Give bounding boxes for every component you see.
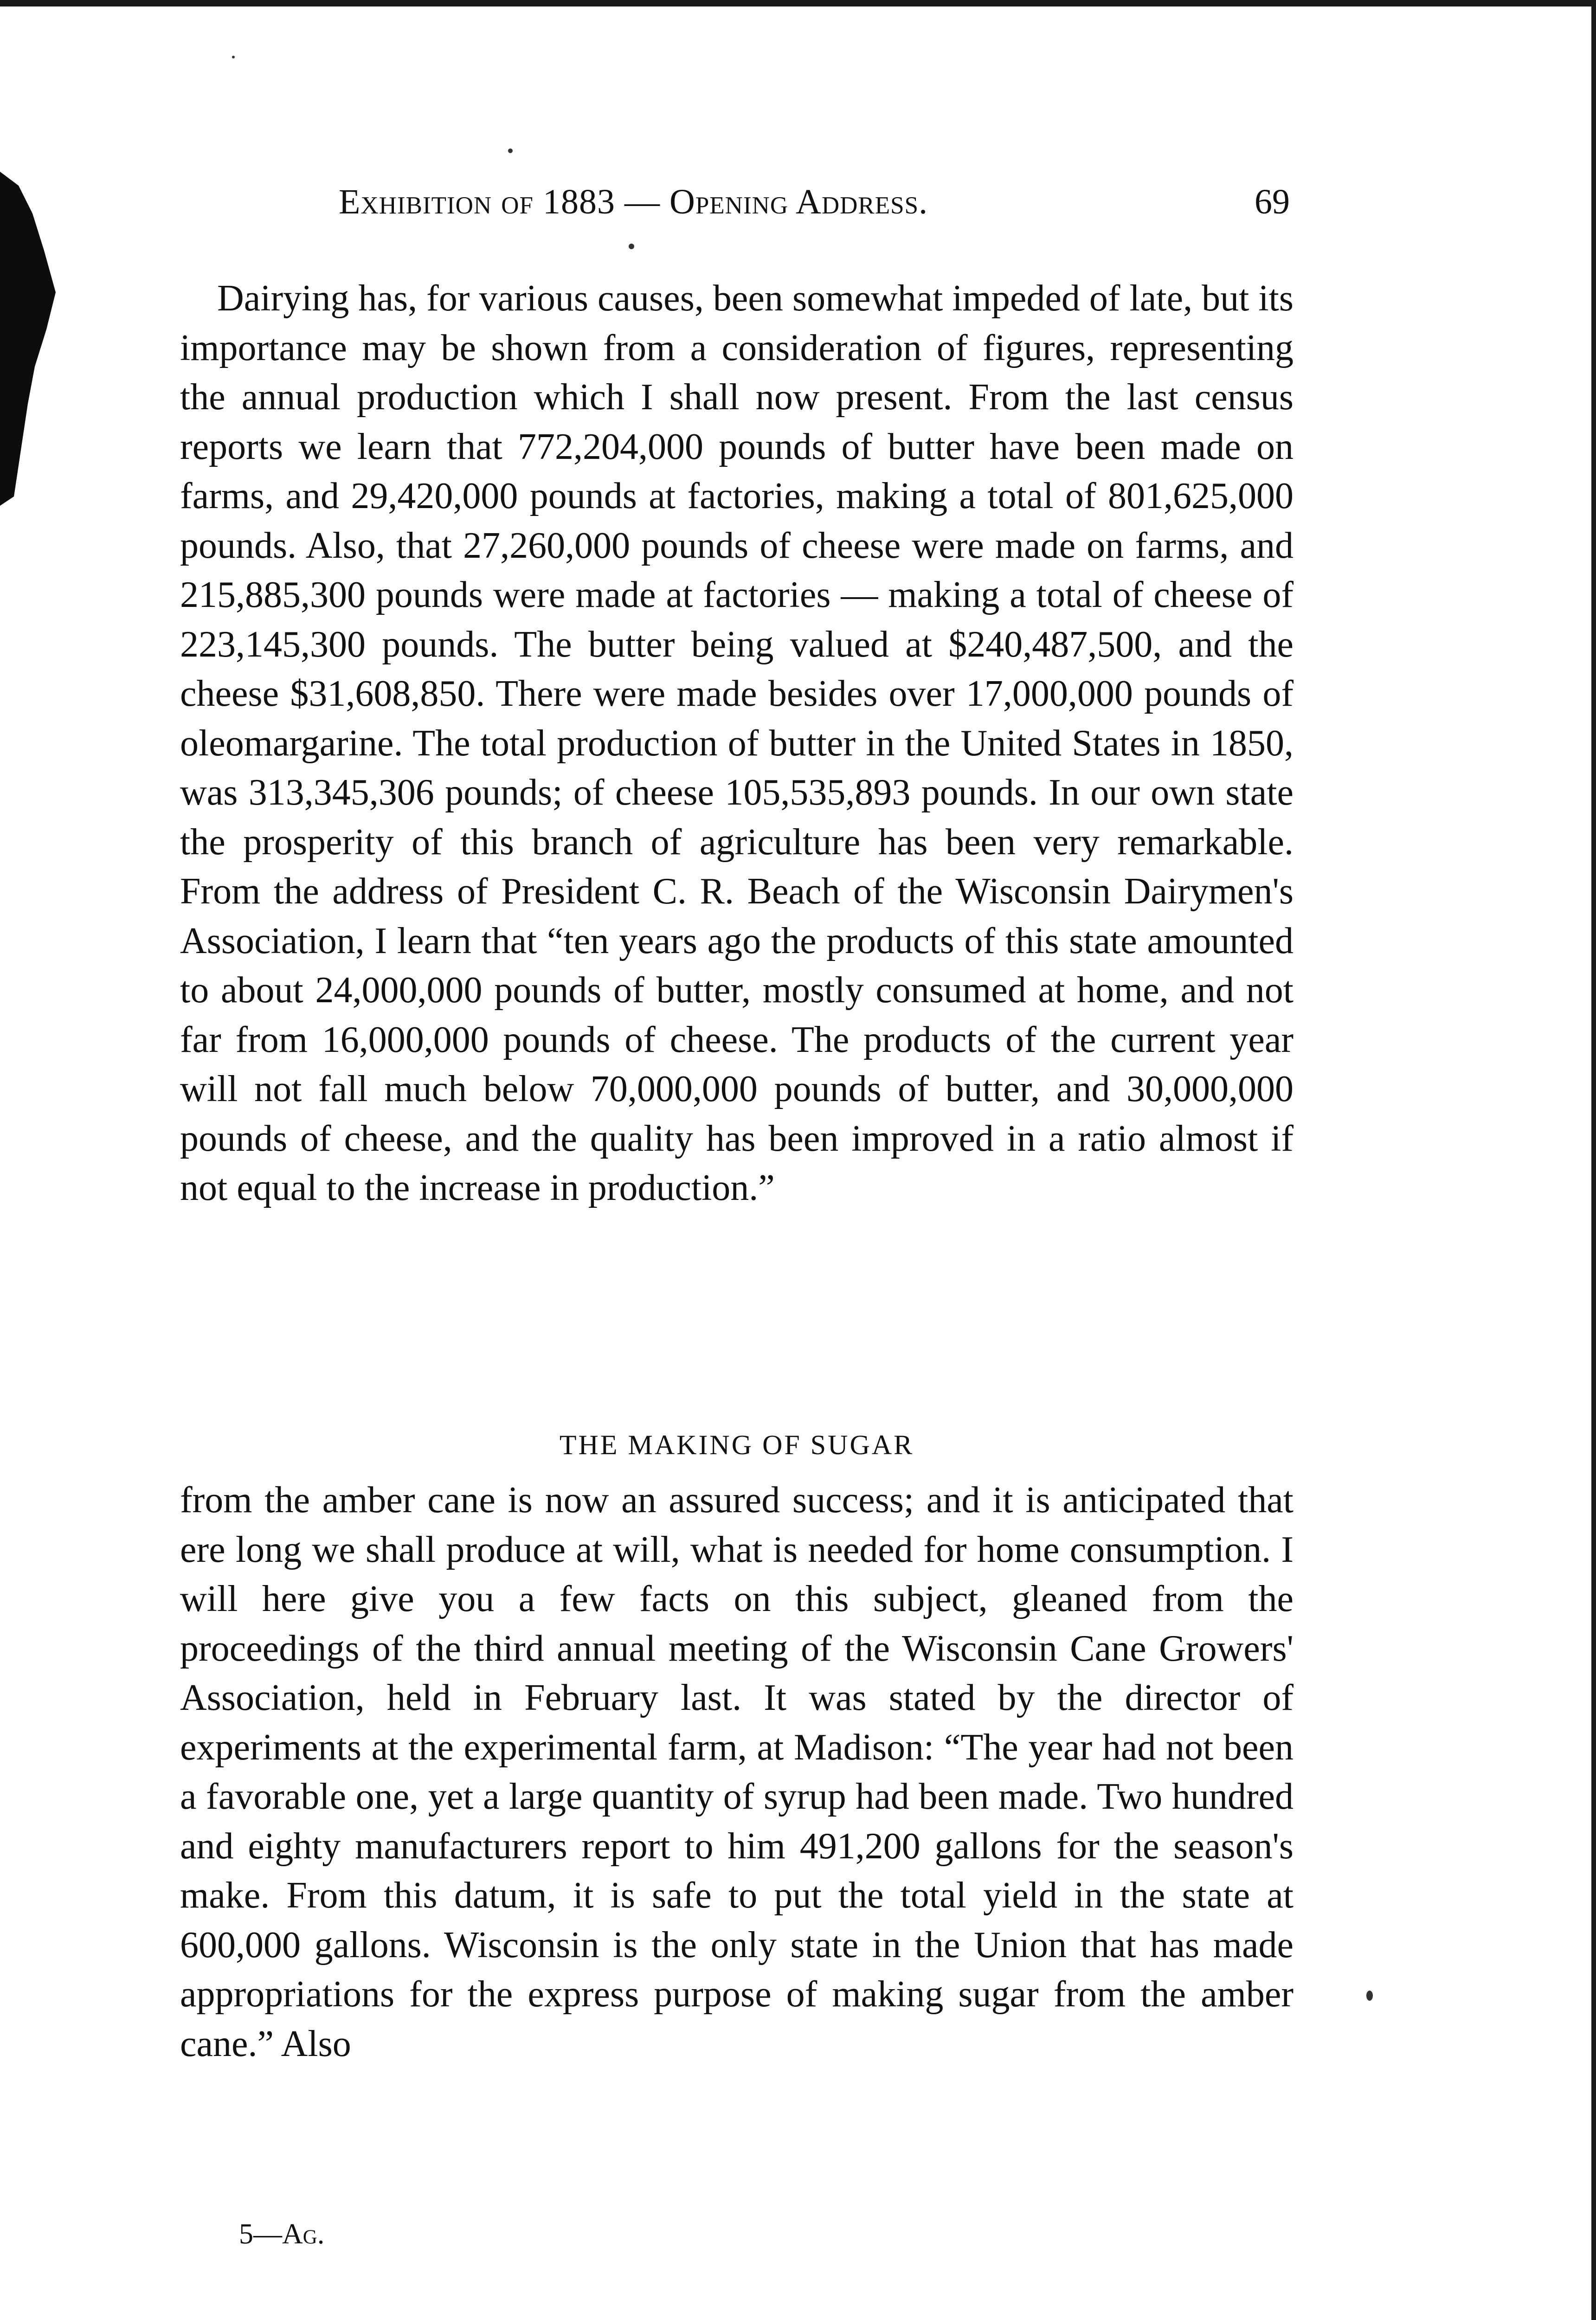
page-number: 69 — [1255, 182, 1290, 221]
print-speck — [232, 56, 235, 58]
print-speck — [508, 148, 513, 153]
body-paragraph-dairying — [180, 274, 1294, 1213]
running-header — [186, 182, 1299, 242]
header-title: Exhibition of 1883 — Opening Address. — [339, 182, 928, 221]
paragraph-text: Dairying has, for various causes, been somewhat impeded of late, but its importance may be shown from a consideration of figures, representing the annual production which I shall now present. From the last census reports we learn that 772,204,000 pounds of butter have been made on farms, and 29,420,000 pounds at factories, making a total of 801,625,000 pounds. Also, that 27,260,000 pounds of cheese were made on farms, and 215,885,300 pounds were made at factories — making a total of cheese of 223,145,300 pounds. The butter being valued at $240,487,500, and the cheese $31,608,850. There were made besides over 17,000,000 pounds of oleomargarine. The total production of butter in the United States in 1850, was 313,345,306 pounds; of cheese 105,535,893 pounds. In our own state the prosperity of this branch of agriculture has been very remarkable. From the address of President C. R. Beach of the Wisconsin Dairymen's Association, I learn that “ten years ago the products of this state amounted to about 24,000,000 pounds of butter, mostly consumed at home, and not far from 16,000,000 pounds of cheese. The products of the current year will not fall much below 70,000,000 pounds of butter, and 30,000,000 pounds of cheese, and the quality has been improved in a ratio almost if not equal to the increase in production.” — [180, 278, 1294, 1208]
print-speck — [629, 244, 634, 249]
printer-signature-mark: 5—Ag. — [239, 2218, 325, 2250]
page-right-edge — [1591, 0, 1596, 2320]
paragraph-text: from the amber cane is now an assured success; and it is anticipated that ere long we shall produce at will, what is needed for home consumption. I will here give you a few facts on this subject, gleaned from the proceedings of the third annual meeting of the Wisconsin Cane Growers' Association, held in February last. It was stated by the director of experiments at the experimental farm, at Madison: “The year had not been a favorable one, yet a large quantity of syrup had been made. Two hundred and eighty manufacturers report to him 491,200 gallons for the season's make. From this datum, it is safe to put the total yield in the state at 600,000 gallons. Wisconsin is the only state in the Union that has made appropriations for the express purpose of making sugar from the amber cane.” Also — [180, 1480, 1294, 2064]
body-paragraph-sugar — [180, 1476, 1294, 2069]
print-speck — [1366, 1991, 1373, 2001]
page-top-edge — [0, 0, 1596, 6]
section-heading: THE MAKING OF SUGAR — [559, 1430, 914, 1460]
